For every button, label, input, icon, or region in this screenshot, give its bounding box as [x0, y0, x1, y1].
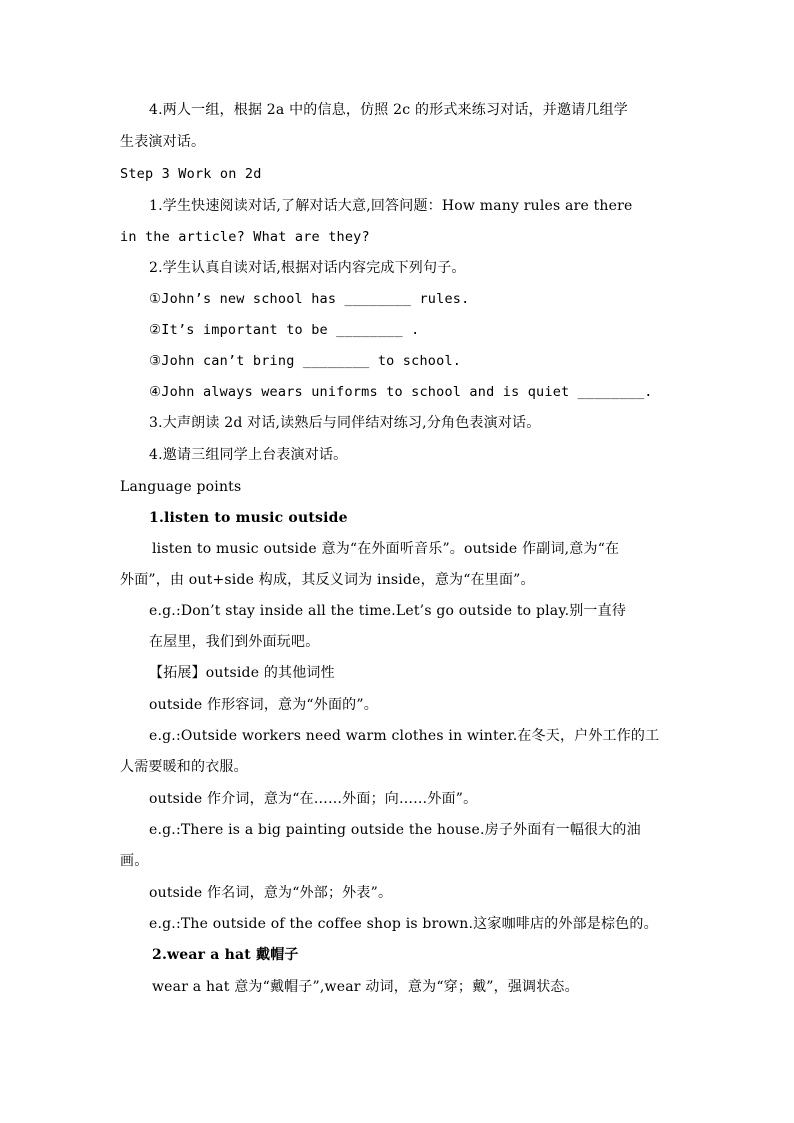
step3-heading: Step 3 Work on 2d: [120, 166, 262, 182]
step3-item4: 4.邀请三组同学上台表演对话。: [149, 447, 348, 463]
language-points-heading: Language points: [120, 479, 242, 495]
step3-item3: 3.大声朗读 2d 对话,读熟后与同伴结对练习,分角色表演对话。: [149, 415, 541, 431]
point2-title: 2.wear a hat 戴帽子: [152, 947, 299, 963]
example4: e.g.:The outside of the coffee shop is brown.这家咖啡店的外部是棕色的。: [149, 916, 658, 932]
example3-line2: 画。: [120, 853, 149, 869]
step3-item1-line1: 1.学生快速阅读对话,了解对话大意,回答问题：How many rules are there: [149, 198, 633, 214]
example1-line2: 在屋里，我们到外面玩吧。: [149, 634, 320, 650]
point1-title: 1.listen to music outside: [149, 510, 348, 526]
point2-explain: wear a hat 意为“戴帽子”,wear 动词，意为“穿；戴”，强调状态。: [152, 979, 579, 995]
step2-item4-line1: 4.两人一组，根据 2a 中的信息，仿照 2c 的形式来练习对话，并邀请几组学: [149, 102, 628, 118]
example3-line1: e.g.:There is a big painting outside the house.房子外面有一幅很大的油: [149, 822, 641, 838]
step3-item1-line2: in the article? What are they?: [120, 229, 370, 245]
fill-blank-2: ②It’s important to be ________ .: [149, 322, 420, 338]
example1-line1: e.g.:Don’t stay inside all the time.Let’s go outside to play.别一直待: [149, 603, 627, 619]
fill-blank-3: ③John can’t bring ________ to school.: [149, 353, 462, 369]
example2-line1: e.g.:Outside workers need warm clothes in winter.在冬天，户外工作的工: [149, 728, 660, 744]
noun-usage: outside 作名词，意为“外部；外表”。: [149, 885, 393, 901]
preposition-usage: outside 作介词，意为“在……外面；向……外面”。: [149, 791, 478, 807]
adjective-usage: outside 作形容词，意为“外面的”。: [149, 697, 378, 713]
step3-item2: 2.学生认真自读对话,根据对话内容完成下列句子。: [149, 260, 466, 276]
point1-explain-line2: 外面”，由 out+side 构成，其反义词为 inside，意为“在里面”。: [120, 572, 535, 588]
step2-item4-line2: 生表演对话。: [120, 134, 206, 150]
extension-heading: 【拓展】outside 的其他词性: [149, 665, 335, 681]
example2-line2: 人需要暖和的衣服。: [120, 759, 248, 775]
fill-blank-4: ④John always wears uniforms to school and is quiet ________.: [149, 384, 653, 400]
point1-explain-line1: listen to music outside 意为“在外面听音乐”。outside 作副词,意为“在: [152, 541, 620, 557]
fill-blank-1: ①John’s new school has ________ rules.: [149, 291, 470, 307]
